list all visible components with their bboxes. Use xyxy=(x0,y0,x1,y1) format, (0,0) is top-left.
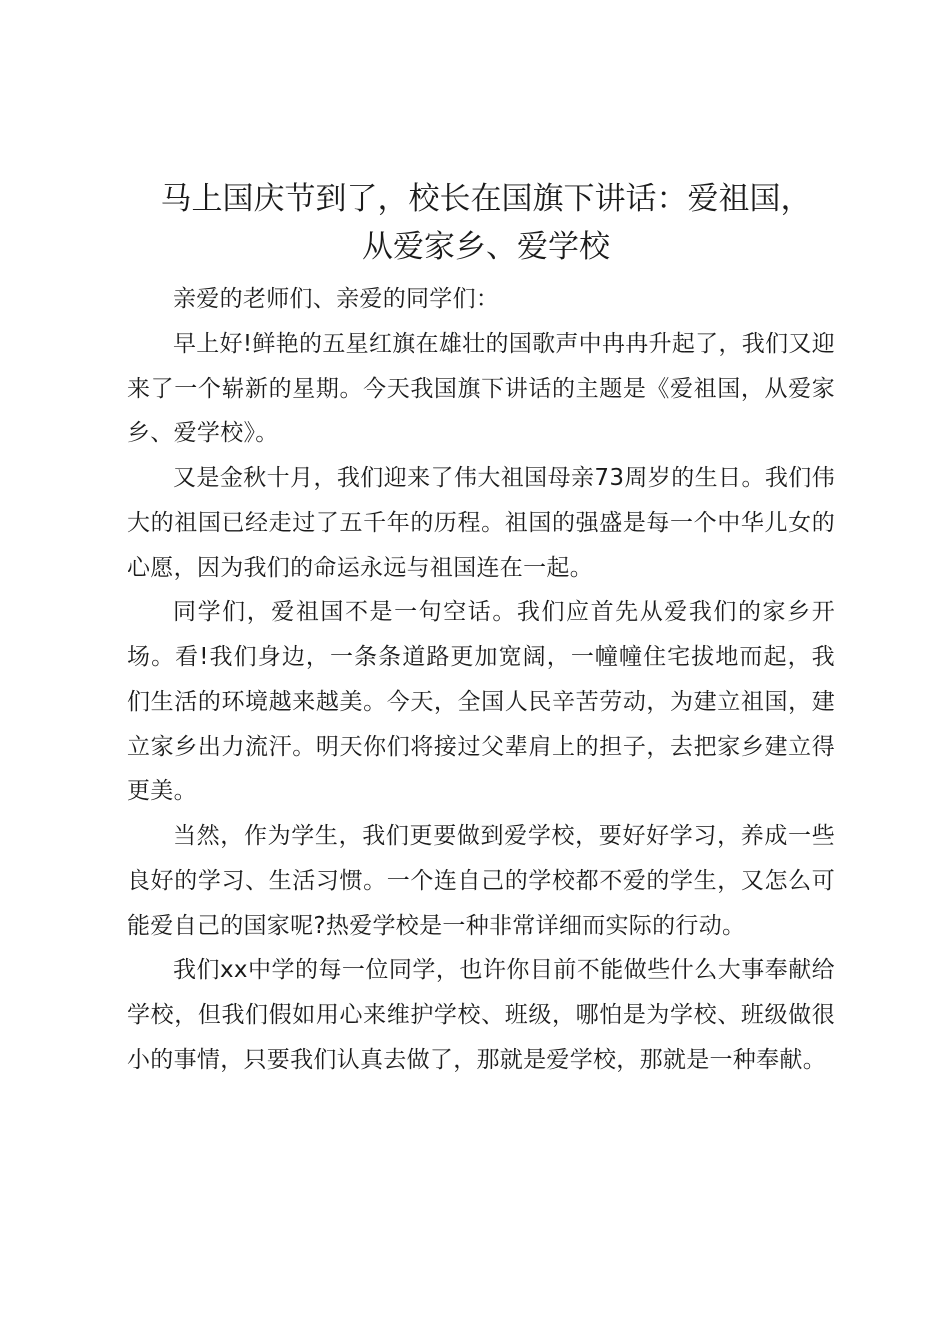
paragraph: 同学们，爱祖国不是一句空话。我们应首先从爱我们的家乡开场。看!我们身边，一条条道路更加宽阔，一幢幢住宅拔地而起，我们生活的环境越来越美。今天，全国人民辛苦劳动，为建立祖国，建立家乡出力流汗。明天你们将接过父辈肩上的担子，去把家乡建立得更美。 xyxy=(127,599,835,805)
paragraph: 又是金秋十月，我们迎来了伟大祖国母亲73周岁的生日。我们伟大的祖国已经走过了五千年的历程。祖国的强盛是每一个中华儿女的心愿，因为我们的命运永远与祖国连在一起。 xyxy=(127,465,835,581)
paragraph: 早上好!鲜艳的五星红旗在雄壮的国歌声中冉冉升起了，我们又迎来了一个崭新的星期。今天我国旗下讲话的主题是《爱祖国，从爱家乡、爱学校》。 xyxy=(127,330,835,447)
title-line-1: 马上国庆节到了，校长在国旗下讲话：爱祖国， xyxy=(160,181,812,217)
paragraph: 我们xx中学的每一位同学，也许你目前不能做些什么大事奉献给学校，但我们假如用心来维护学校、班级，哪怕是为学校、班级做很小的事情，只要我们认真去做了，那就是爱学校，那就是一种奉献。 xyxy=(127,957,835,1073)
document-page xyxy=(127,175,835,1083)
document-title xyxy=(117,175,855,271)
greeting-paragraph: 亲爱的老师们、亲爱的同学们： xyxy=(173,286,500,312)
document-body xyxy=(127,277,835,1083)
title-line-2: 从爱家乡、爱学校 xyxy=(362,229,610,265)
paragraph: 当然，作为学生，我们更要做到爱学校，要好好学习，养成一些良好的学习、生活习惯。一个连自己的学校都不爱的学生，又怎么可能爱自己的国家呢?热爱学校是一种非常详细而实际的行动。 xyxy=(127,823,835,939)
